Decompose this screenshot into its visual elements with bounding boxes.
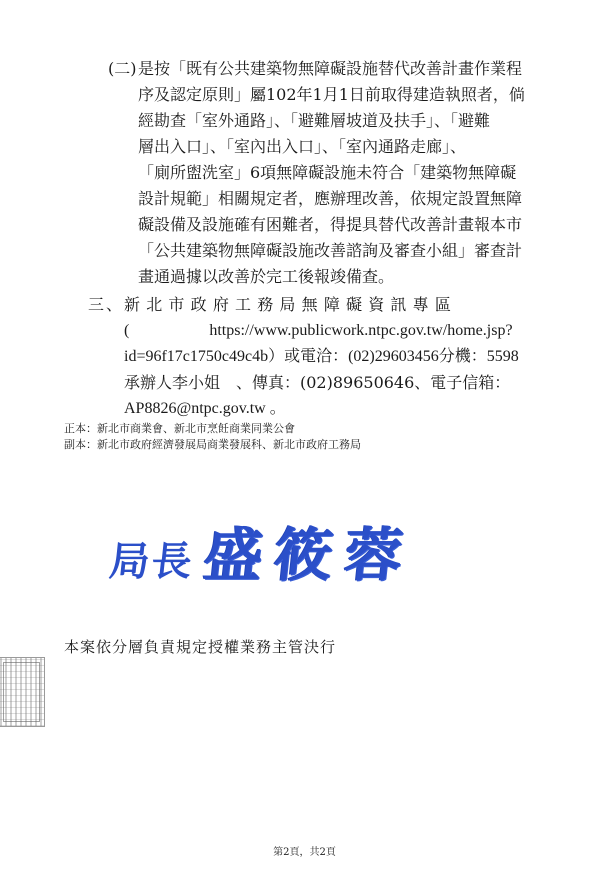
page-number: 第2頁，共2頁 — [273, 847, 336, 858]
clause-line: 「公共建築物無障礙設施改善諮詢及審查小組」審查計 — [138, 241, 523, 260]
seal-stamp-border — [3, 662, 40, 722]
clause-line: 是按「既有公共建築物無障礙設施替代改善計畫作業程 — [138, 59, 523, 78]
clause-line: 承辦人李小姐 、傳真：(02)89650646、電子信箱： — [124, 373, 511, 392]
clause-line: ( https://www.publicwork.ntpc.gov.tw/home.jsp? — [124, 322, 513, 339]
signature-name: 盛筱蓉 — [200, 521, 419, 589]
seal-stamp-icon — [0, 657, 45, 727]
clause-marker: (二) — [108, 59, 137, 78]
clause-line — [88, 292, 563, 318]
clause-line: 序及認定原則」屬102年1月1日前取得建造執照者，倘 — [138, 85, 525, 104]
clause-line: 設計規範」相關規定者，應辦理改善，依規定設置無障 — [138, 189, 523, 208]
clause-line: id=96f17c1750c49c4b）或電洽：(02)29603456分機：5598 — [124, 348, 519, 365]
clause-item-2 — [108, 56, 563, 290]
clause-line: 經勘查「室外通路」、「避難層坡道及扶手」、「避難 — [138, 111, 491, 130]
clause-line-text: 新北市政府工務局無障礙資訊專區 — [124, 295, 458, 314]
clause-marker: 三、 — [88, 295, 125, 314]
clause-line: 層出入口」、「室內出入口」、「室內通路走廊」、 — [138, 137, 467, 156]
clause-line: 畫通過據以改善於完工後報竣備查。 — [138, 267, 395, 286]
clause-line: 「廁所盥洗室」6項無障礙設施未符合「建築物無障礙 — [138, 163, 517, 182]
signature-title: 局長 — [107, 538, 197, 585]
clause-line: 礙設備及設施確有困難者，得提具替代改善計畫報本市 — [138, 215, 523, 234]
copy-recipients: 副本：新北市政府經濟發展局商業發展科、新北市政府工務局 — [64, 438, 361, 451]
director-signature-stamp — [107, 508, 419, 592]
clause-item-3 — [88, 292, 563, 422]
delegation-note: 本案依分層負責規定授權業務主管決行 — [64, 638, 337, 656]
distribution-list — [64, 421, 361, 453]
primary-recipients: 正本：新北市商業會、新北市烹飪商業同業公會 — [64, 422, 295, 435]
clause-line: AP8826@ntpc.gov.tw 。 — [124, 400, 286, 417]
